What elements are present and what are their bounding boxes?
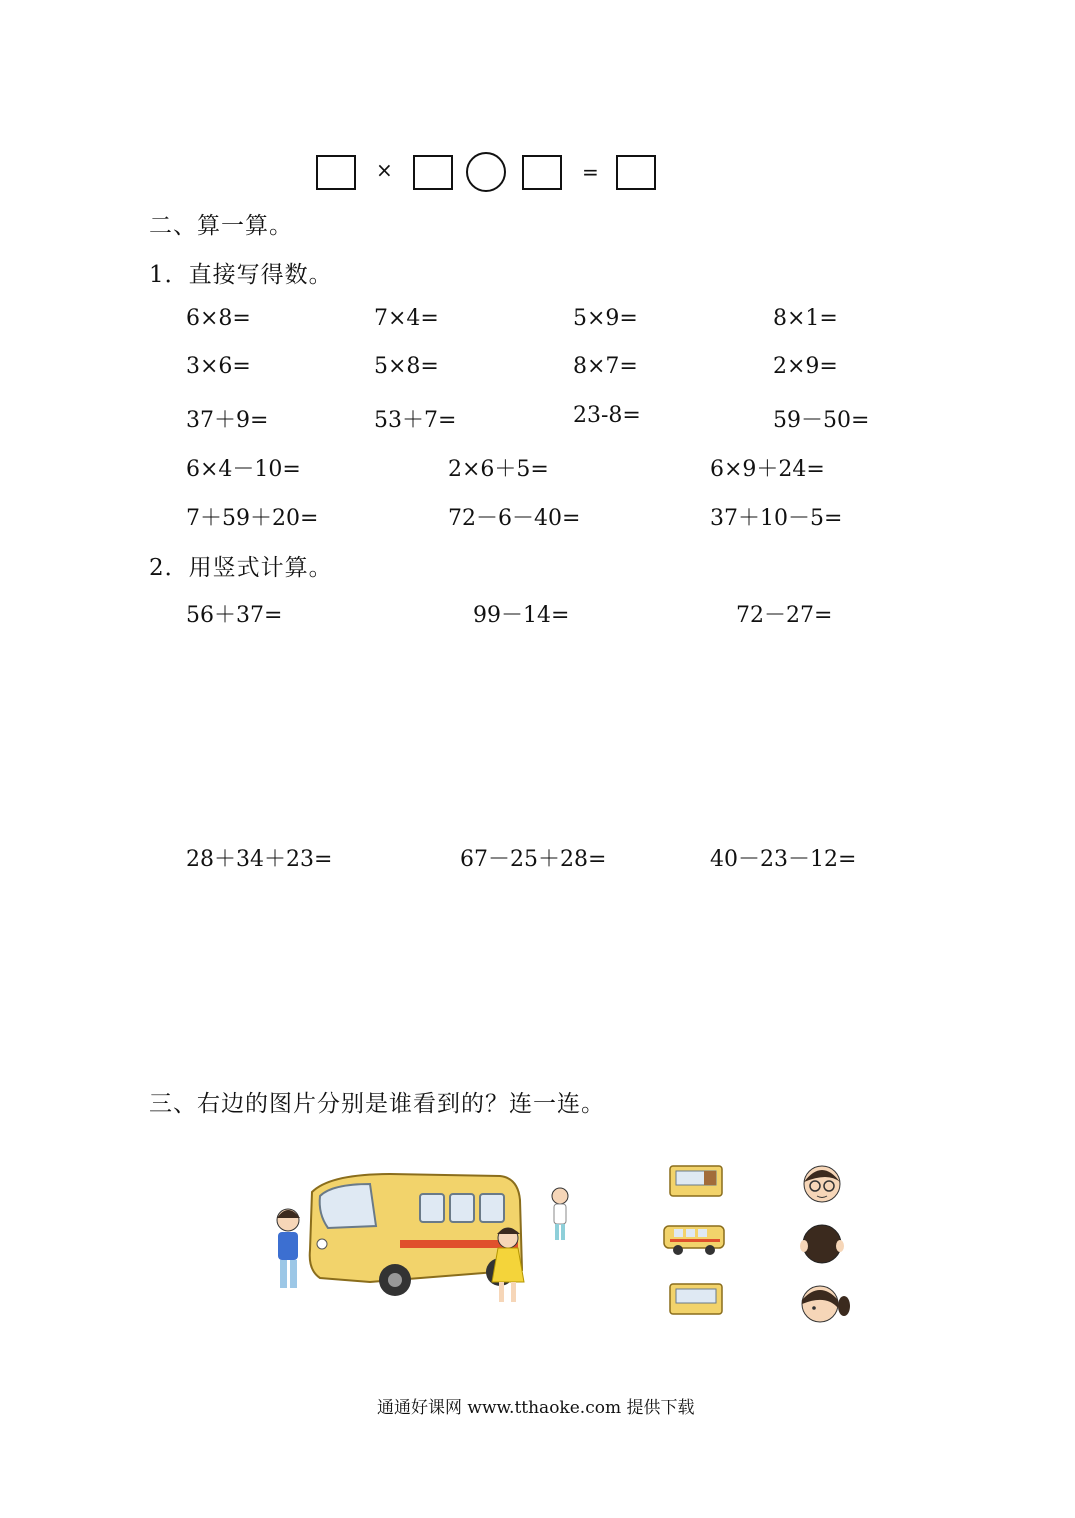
problem: 3×6=: [186, 354, 251, 379]
bus-view-back-icon: [668, 1280, 724, 1318]
vertical-problem: 99－14=: [473, 603, 570, 628]
problem: 5×8=: [374, 354, 439, 379]
part-1-title: 1．直接写得数。: [149, 262, 333, 288]
problem: 7＋59＋20=: [186, 506, 319, 531]
bus-scene-illustration: [250, 1160, 590, 1320]
vertical-problem: 28＋34＋23=: [186, 847, 333, 872]
problem: 59－50=: [773, 408, 870, 433]
girl-ponytail-face-icon: [796, 1280, 852, 1328]
problem: 2×6＋5=: [448, 457, 549, 482]
vertical-problem: 40－23－12=: [710, 847, 857, 872]
answer-box-4[interactable]: [616, 155, 656, 190]
answer-circle[interactable]: [466, 152, 506, 192]
bus-view-side-icon: [668, 1162, 724, 1200]
section-3-title: 三、右边的图片分别是谁看到的？连一连。: [149, 1091, 605, 1117]
answer-box-3[interactable]: [522, 155, 562, 190]
boy-glasses-face-icon: [798, 1158, 846, 1206]
bus-view-front-icon: [662, 1223, 726, 1257]
times-sign: ×: [376, 158, 393, 182]
problem: 6×4－10=: [186, 457, 301, 482]
problem: 8×1=: [773, 306, 838, 331]
problem: 8×7=: [573, 354, 638, 379]
answer-box-2[interactable]: [413, 155, 453, 190]
part-2-title: 2．用竖式计算。: [149, 555, 333, 581]
problem: 53＋7=: [374, 408, 457, 433]
vertical-problem: 72－27=: [736, 603, 833, 628]
boy-back-head-icon: [798, 1220, 846, 1268]
vertical-problem: 56＋37=: [186, 603, 283, 628]
problem: 5×9=: [573, 306, 638, 331]
answer-box-1[interactable]: [316, 155, 356, 190]
problem: 72－6－40=: [448, 506, 581, 531]
problem: 23-8=: [573, 403, 641, 428]
section-2-title: 二、算一算。: [149, 213, 293, 239]
footer-text: 通通好课网 www.tthaoke.com 提供下载: [377, 1398, 695, 1418]
vertical-problem: 67－25＋28=: [460, 847, 607, 872]
problem: 37＋9=: [186, 408, 269, 433]
problem: 6×8=: [186, 306, 251, 331]
problem: 37＋10－5=: [710, 506, 843, 531]
problem: 2×9=: [773, 354, 838, 379]
problem: 7×4=: [374, 306, 439, 331]
problem: 6×9＋24=: [710, 457, 825, 482]
equals-sign: =: [582, 160, 599, 184]
